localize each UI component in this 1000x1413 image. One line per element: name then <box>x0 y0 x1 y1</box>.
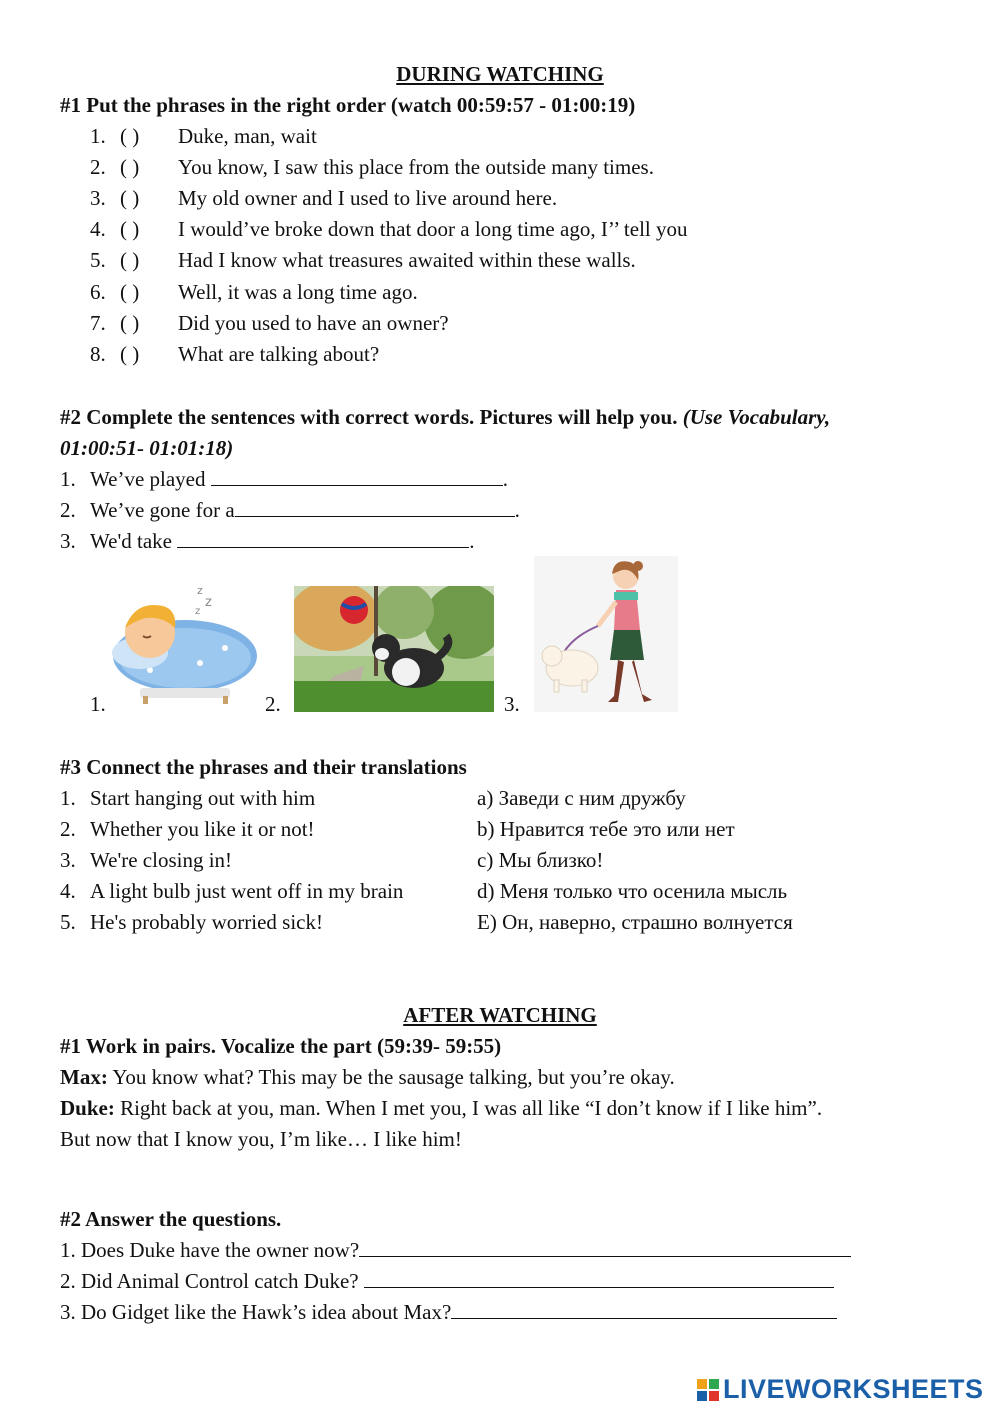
list-item: 7. ( ) Did you used to have an owner? <box>90 311 449 335</box>
list-item: 2. We’ve gone for a . <box>60 498 520 522</box>
ex2-title-line2: 01:00:51- 01:01:18) <box>60 436 234 460</box>
order-blank[interactable]: ( ) <box>120 124 140 148</box>
translation-item[interactable]: b) Нравится тебе это или нет <box>477 817 735 841</box>
order-blank[interactable]: ( ) <box>120 248 140 272</box>
list-item: 1. We’ve played . <box>60 467 508 491</box>
duke-line-2: But now that I know you, I’m like… I like him! <box>60 1127 462 1151</box>
sleeping-boy-image <box>105 578 260 708</box>
list-item: 6. ( ) Well, it was a long time ago. <box>90 280 418 304</box>
question-item: 2. Did Animal Control catch Duke? <box>60 1269 834 1294</box>
translation-item[interactable]: c) Мы близко! <box>477 848 604 872</box>
svg-text:z: z <box>205 595 212 610</box>
picture-label-3: 3. <box>504 692 520 716</box>
list-item: 3. We'd take . <box>60 529 475 553</box>
answer-blank[interactable] <box>211 467 503 486</box>
order-blank[interactable]: ( ) <box>120 311 140 335</box>
after-ex1-title: #1 Work in pairs. Vocalize the part (59:39- 59:55) <box>60 1034 502 1058</box>
phrase-item[interactable]: 3. We're closing in! <box>60 848 233 872</box>
translation-item[interactable]: d) Меня только что осенила мысль <box>477 879 788 903</box>
girl-walking-dog-image <box>534 556 678 712</box>
list-item: 2. ( ) You know, I saw this place from the outside many times. <box>90 155 654 179</box>
answer-blank[interactable] <box>177 529 469 548</box>
phrase-item[interactable]: 4. A light bulb just went off in my brain <box>60 879 404 903</box>
after-ex2-title: #2 Answer the questions. <box>60 1207 282 1231</box>
phrase-item[interactable]: 1. Start hanging out with him <box>60 786 316 810</box>
question-item: 1. Does Duke have the owner now? <box>60 1238 851 1263</box>
answer-blank[interactable] <box>235 498 515 517</box>
list-item: 5. ( ) Had I know what treasures awaited within these walls. <box>90 248 636 272</box>
liveworksheets-mark-icon <box>697 1377 721 1403</box>
order-blank[interactable]: ( ) <box>120 186 140 210</box>
list-item: 3. ( ) My old owner and I used to live around here. <box>90 186 558 210</box>
list-item: 4. ( ) I would’ve broke down that door a long time ago, I’’ tell you <box>90 217 688 241</box>
list-item: 8. ( ) What are talking about? <box>90 342 380 366</box>
translation-item[interactable]: a) Заведи с ним дружбу <box>477 786 686 810</box>
liveworksheets-wordmark: LIVEWORKSHEETS <box>723 1374 984 1404</box>
picture-label-2: 2. <box>265 692 281 716</box>
svg-text:z: z <box>197 584 203 597</box>
svg-text:z: z <box>195 606 201 617</box>
phrase-item[interactable]: 5. He's probably worried sick! <box>60 910 323 934</box>
phrase-item[interactable]: 2. Whether you like it or not! <box>60 817 315 841</box>
dog-playing-ball-image <box>294 586 494 712</box>
during-watching-heading: DURING WATCHING <box>396 62 604 86</box>
translation-item[interactable]: E) Он, наверно, страшно волнуется <box>477 910 793 934</box>
ex3-title: #3 Connect the phrases and their translations <box>60 755 467 779</box>
order-blank[interactable]: ( ) <box>120 155 140 179</box>
order-blank[interactable]: ( ) <box>120 217 140 241</box>
duke-line: Duke: Right back at you, man. When I met you, I was all like “I don’t know if I like him”. <box>60 1096 823 1120</box>
after-watching-heading: AFTER WATCHING <box>403 1003 597 1027</box>
order-blank[interactable]: ( ) <box>120 342 140 366</box>
picture-label-1: 1. <box>90 692 106 716</box>
order-blank[interactable]: ( ) <box>120 280 140 304</box>
answer-blank[interactable] <box>451 1300 837 1319</box>
ex2-title: #2 Complete the sentences with correct words. Pictures will help you. (Use Vocabulary, <box>60 405 831 429</box>
answer-blank[interactable] <box>359 1238 851 1257</box>
question-item: 3. Do Gidget like the Hawk’s idea about Max? <box>60 1300 837 1325</box>
answer-blank[interactable] <box>364 1269 834 1288</box>
list-item: 1. ( ) Duke, man, wait <box>90 124 317 148</box>
max-line: Max: You know what? This may be the sausage talking, but you’re okay. <box>60 1065 675 1089</box>
ex1-title: #1 Put the phrases in the right order (watch 00:59:57 - 01:00:19) <box>60 93 636 117</box>
liveworksheets-logo[interactable] <box>697 1374 984 1406</box>
